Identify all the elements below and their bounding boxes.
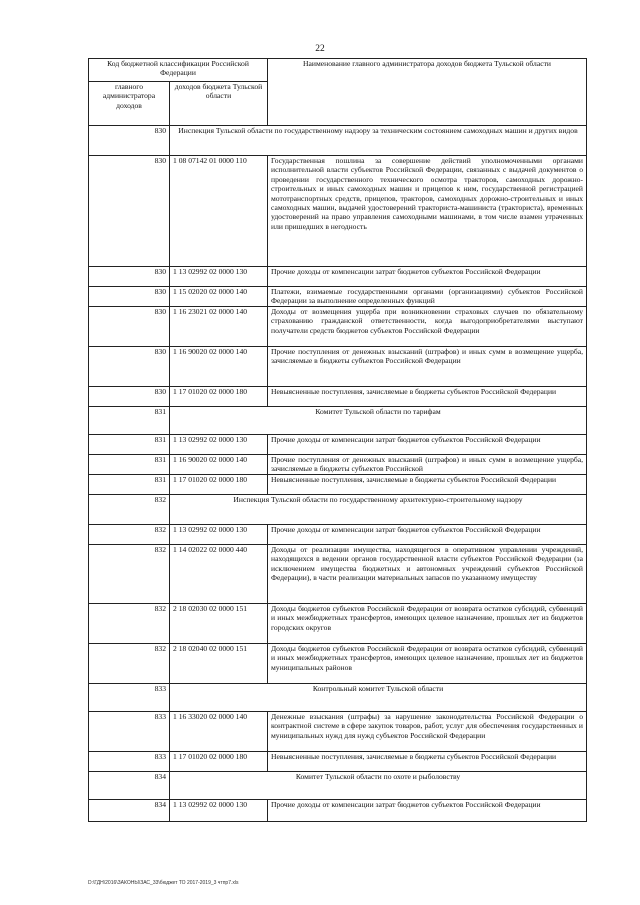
admin-code-cell: 834 [89, 772, 170, 800]
admin-code-cell: 832 [89, 604, 170, 644]
income-code-cell: 1 17 01020 02 0000 180 [170, 387, 268, 407]
admin-code-cell: 830 [89, 126, 170, 156]
income-description-cell: Денежные взыскания (штрафы) за нарушение законодательства Российской Федерации о контрактной системе в сфере закупок товаров, работ, услуг для обеспечения государственных и муниципальных нужд для нужд субъектов Российской Федерации [268, 712, 587, 752]
administrator-name-cell: Контрольный комитет Тульской области [170, 684, 587, 712]
footer-file-path: D:\ГДН\2016\ЗАКОНЫ\ЗАС_33\бюджет ТО 2017-2019_3 чтпр7.xls [88, 880, 239, 886]
admin-code-cell: 833 [89, 684, 170, 712]
income-row [89, 604, 587, 644]
administrator-row [89, 407, 587, 435]
income-code-cell: 1 14 02022 02 0000 440 [170, 545, 268, 604]
income-row [89, 455, 587, 475]
income-code-cell: 1 16 23021 02 0000 140 [170, 307, 268, 347]
admin-code-cell: 830 [89, 307, 170, 347]
administrator-row [89, 684, 587, 712]
income-code-cell: 1 13 02992 02 0000 130 [170, 800, 268, 822]
income-row [89, 800, 587, 822]
admin-code-cell: 832 [89, 495, 170, 525]
income-code-cell: 1 13 02992 02 0000 130 [170, 435, 268, 455]
income-row [89, 545, 587, 604]
income-code-cell: 1 13 02992 02 0000 130 [170, 267, 268, 287]
admin-code-cell: 830 [89, 267, 170, 287]
income-description-cell: Невыясненные поступления, зачисляемые в бюджеты субъектов Российской Федерации [268, 475, 587, 495]
administrator-row [89, 772, 587, 800]
income-description-cell: Прочие доходы от компенсации затрат бюджетов субъектов Российской Федерации [268, 800, 587, 822]
income-code-cell: 1 16 33020 02 0000 140 [170, 712, 268, 752]
income-row [89, 475, 587, 495]
income-description-cell: Прочие доходы от компенсации затрат бюджетов субъектов Российской Федерации [268, 267, 587, 287]
income-code-cell: 1 17 01020 02 0000 180 [170, 475, 268, 495]
admin-code-cell: 830 [89, 287, 170, 307]
administrator-name-cell: Комитет Тульской области по охоте и рыболовству [170, 772, 587, 800]
income-description-cell: Платежи, взимаемые государственными органами (организациями) субъектов Российской Федерации за выполнение определенных функций [268, 287, 587, 307]
admin-code-cell: 831 [89, 475, 170, 495]
income-code-cell: 1 08 07142 01 0000 110 [170, 156, 268, 267]
admin-code-cell: 832 [89, 545, 170, 604]
admin-code-cell: 834 [89, 800, 170, 822]
income-row [89, 267, 587, 287]
income-description-cell: Прочие доходы от компенсации затрат бюджетов субъектов Российской Федерации [268, 525, 587, 545]
income-description-cell: Прочие доходы от компенсации затрат бюджетов субъектов Российской Федерации [268, 435, 587, 455]
income-code-cell: 2 18 02040 02 0000 151 [170, 644, 268, 684]
income-description-cell: Невыясненные поступления, зачисляемые в бюджеты субъектов Российской Федерации [268, 752, 587, 772]
income-header: доходов бюджета Тульской области [170, 82, 268, 126]
table-body [89, 126, 587, 822]
income-row [89, 287, 587, 307]
page-number: 22 [315, 44, 325, 54]
income-code-cell: 1 13 02992 02 0000 130 [170, 525, 268, 545]
admin-code-cell: 832 [89, 644, 170, 684]
administrator-row [89, 126, 587, 156]
income-code-cell: 1 16 90020 02 0000 140 [170, 347, 268, 387]
income-row [89, 644, 587, 684]
admin-code-cell: 830 [89, 387, 170, 407]
admin-code-cell: 831 [89, 435, 170, 455]
income-row [89, 712, 587, 752]
income-description-cell: Доходы от реализации имущества, находящегося в оперативном управлении учреждений, находящихся в ведении органов государственной власти субъектов Российской Федерации (за исключением имущества бюджетных и автономных учреждений субъектов Российской Федерации), в части реализации материальных запасов по указанному имуществу [268, 545, 587, 604]
income-row [89, 347, 587, 387]
admin-code-cell: 830 [89, 347, 170, 387]
income-description-cell: Прочие поступления от денежных взысканий (штрафов) и иных сумм в возмещение ущерба, зачисляемые в бюджеты субъектов Российской [268, 455, 587, 475]
admin-code-cell: 833 [89, 712, 170, 752]
income-code-cell: 1 16 90020 02 0000 140 [170, 455, 268, 475]
income-description-cell: Прочие поступления от денежных взысканий (штрафов) и иных сумм в возмещение ущерба, зачисляемые в бюджеты субъектов Российской Федерации [268, 347, 587, 387]
administrator-row [89, 495, 587, 525]
revenue-administrators-table [88, 58, 587, 822]
admin-code-cell: 831 [89, 407, 170, 435]
income-description-cell: Доходы бюджетов субъектов Российской Федерации от возврата остатков субсидий, субвенций и иных межбюджетных трансфертов, имеющих целевое назначение, прошлых лет из бюджетов городских округов [268, 604, 587, 644]
administrator-name-cell: Комитет Тульской области по тарифам [170, 407, 587, 435]
admin-code-cell: 832 [89, 525, 170, 545]
income-row [89, 156, 587, 267]
administrator-name-cell: Инспекция Тульской области по государственному архитектурно-строительному надзору [170, 495, 587, 525]
admin-code-cell: 833 [89, 752, 170, 772]
income-description-cell: Доходы от возмещения ущерба при возникновении страховых случаев по обязательному страхованию гражданской ответственности, когда выгодоприобретателями выступают получатели средств бюджетов субъектов Российской Федерации [268, 307, 587, 347]
income-row [89, 387, 587, 407]
income-code-cell: 1 17 01020 02 0000 180 [170, 752, 268, 772]
admin-header: главного администратора доходов [89, 82, 170, 126]
income-code-cell: 2 18 02030 02 0000 151 [170, 604, 268, 644]
income-description-cell: Невыясненные поступления, зачисляемые в бюджеты субъектов Российской Федерации [268, 387, 587, 407]
name-header: Наименование главного администратора доходов бюджета Тульской области [268, 59, 587, 126]
income-code-cell: 1 15 02020 02 0000 140 [170, 287, 268, 307]
kbk-header: Код бюджетной классификации Российской Федерации [89, 59, 268, 82]
income-description-cell: Доходы бюджетов субъектов Российской Федерации от возврата остатков субсидий, субвенций и иных межбюджетных трансфертов, имеющих целевое назначение, прошлых лет из бюджетов муниципальных районов [268, 644, 587, 684]
administrator-name-cell: Инспекция Тульской области по государственному надзору за техническим состоянием самоходных машин и других видов [170, 126, 587, 156]
income-row [89, 752, 587, 772]
admin-code-cell: 830 [89, 156, 170, 267]
income-row [89, 435, 587, 455]
income-row [89, 525, 587, 545]
income-row [89, 307, 587, 347]
admin-code-cell: 831 [89, 455, 170, 475]
income-description-cell: Государственная пошлина за совершение действий уполномоченными органами исполнительной власти субъектов Российской Федерации, связанных с выдачей документов о проведении государственного технического осмотра тракторов, самоходных дорожно-строительных и иных самоходных машин и прицепов к ним, государственной регистрацией мототранспортных средств, прицепов, тракторов, самоходных дорожно-строительных и иных самоходных машин, выдачей удостоверений тракториста-машиниста (тракториста), временных удостоверений на право управления самоходными машинами, в том числе взамен утраченных или пришедших в негодность [268, 156, 587, 267]
